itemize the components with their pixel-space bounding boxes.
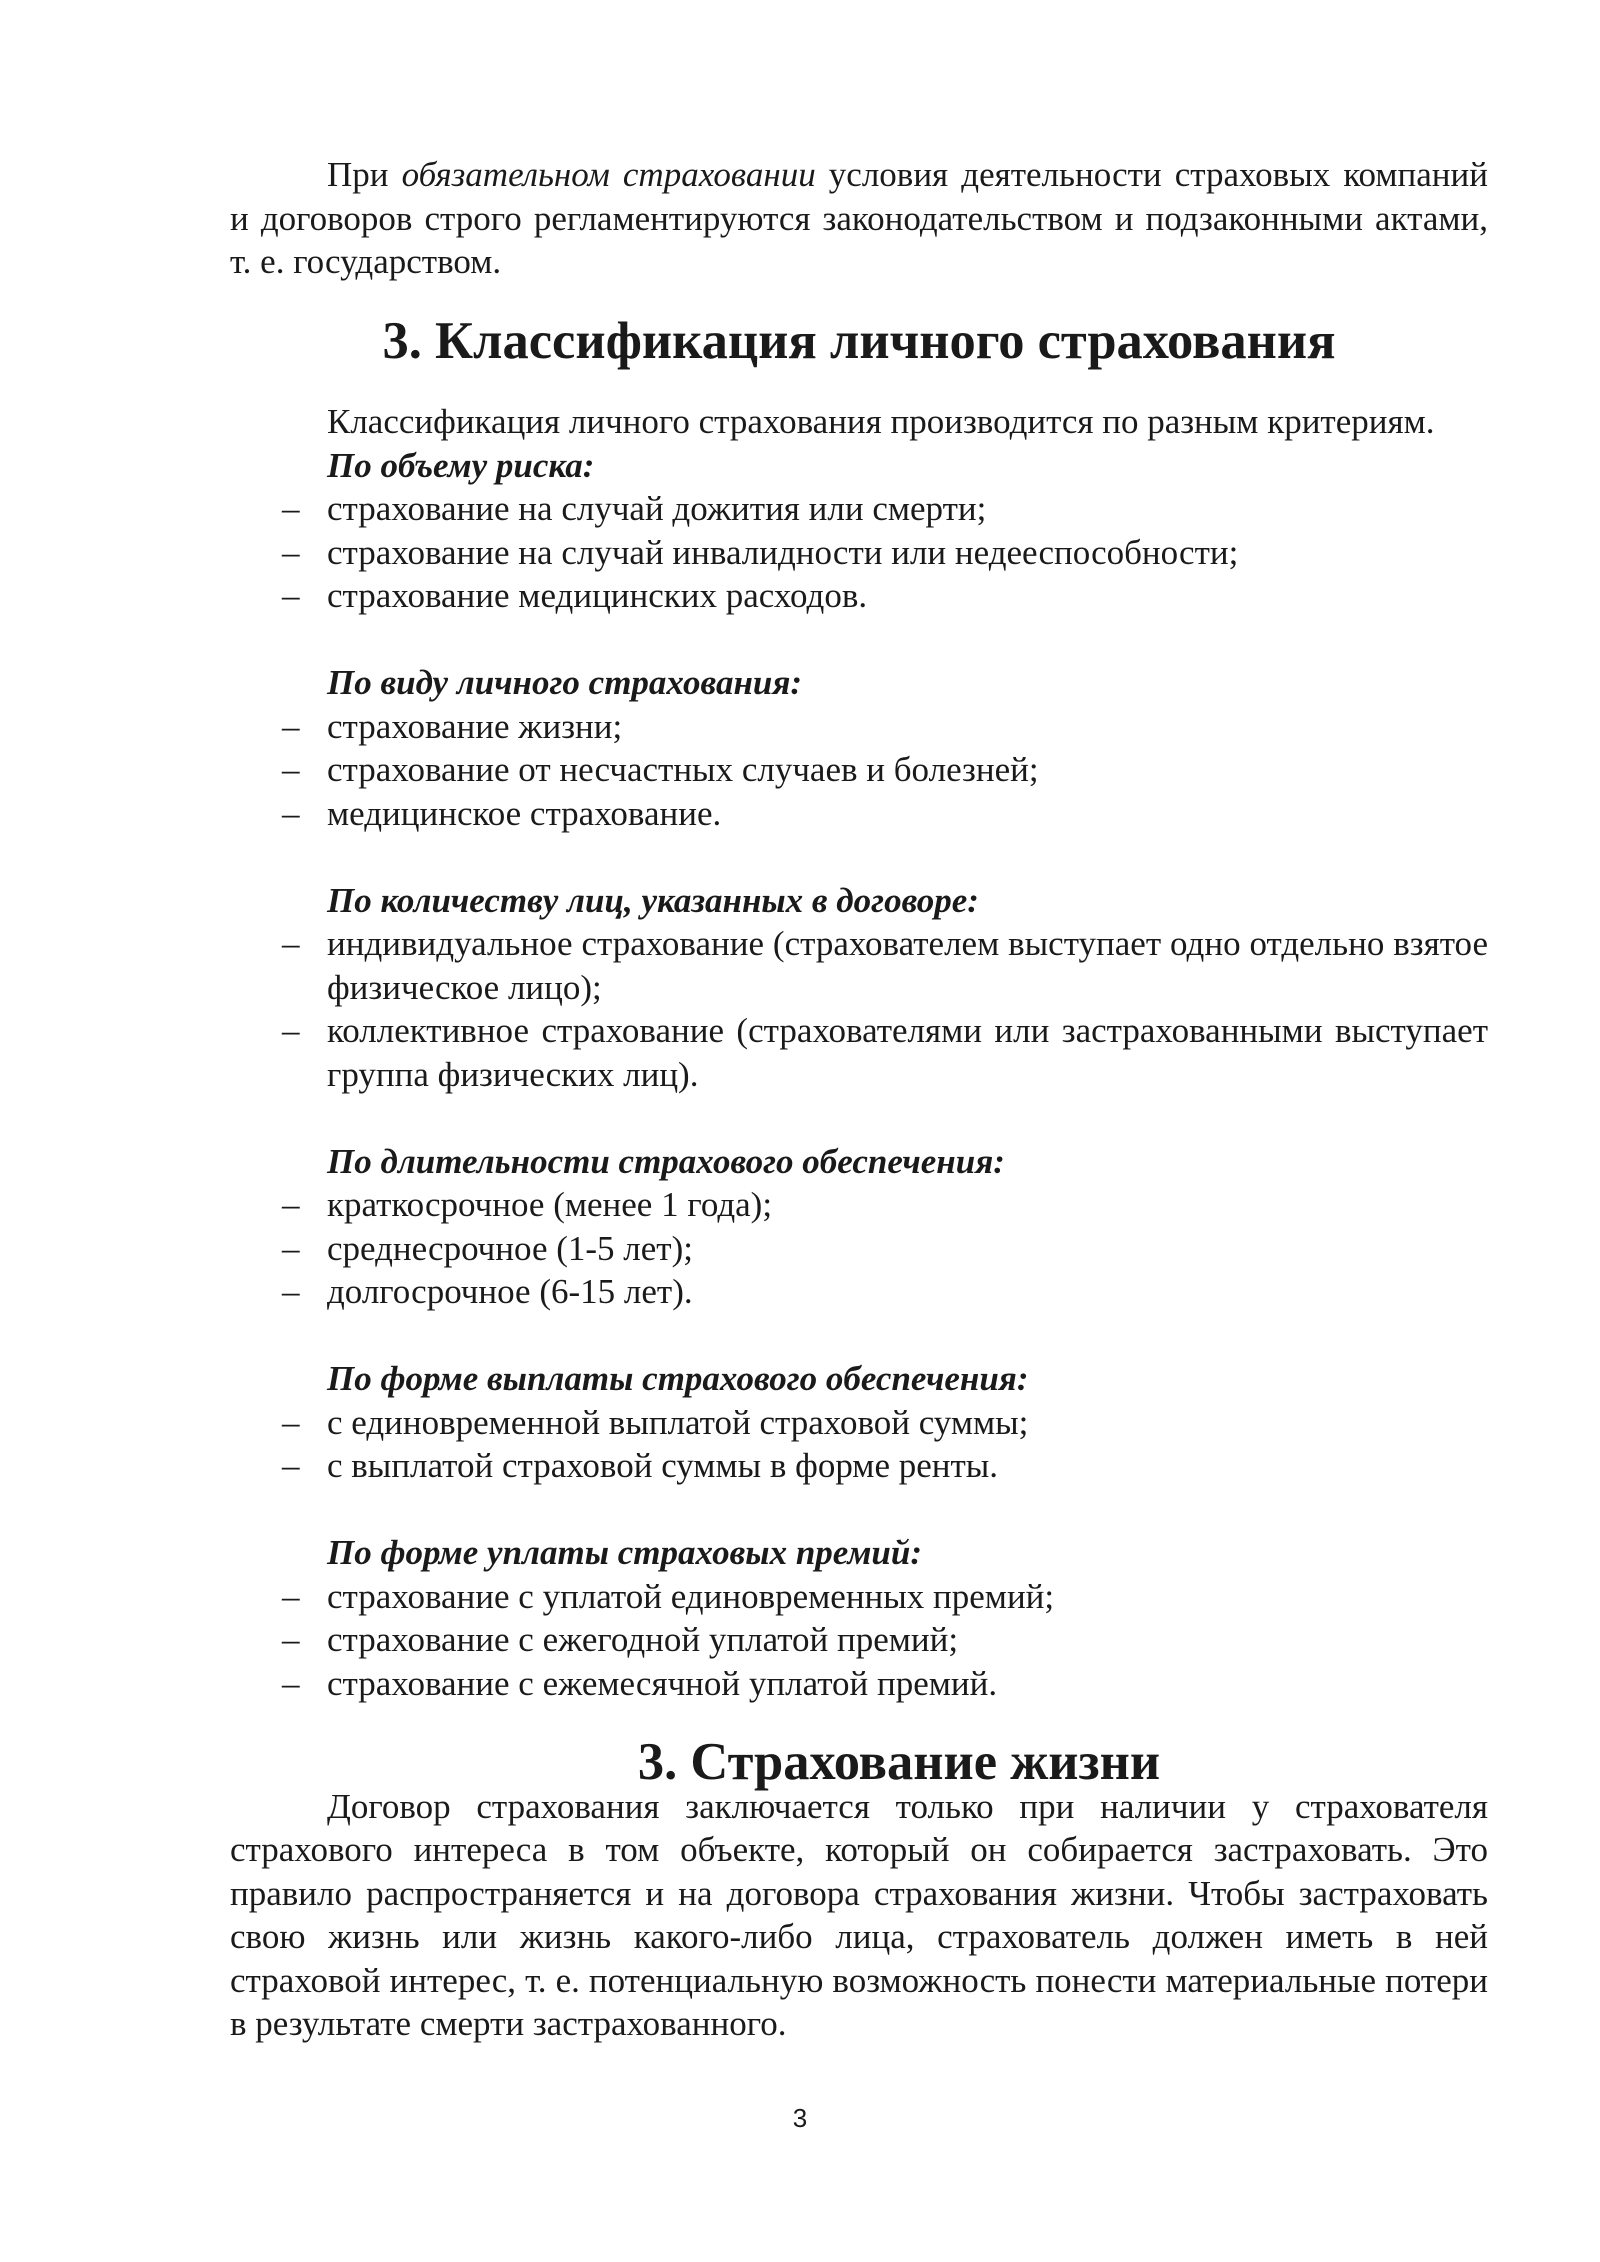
- classification-lead-paragraph: Классификация личного страхования производится по разным критериям.: [327, 402, 1435, 441]
- intro-paragraph: [230, 153, 1488, 284]
- group-list: [230, 1575, 1488, 1706]
- list-item-text: страхование с уплатой единовременных премий;: [327, 1576, 1055, 1616]
- dash-bullet: –: [282, 750, 300, 789]
- dash-bullet: –: [282, 1011, 300, 1050]
- dash-bullet: –: [282, 1402, 300, 1442]
- classification-group: [230, 444, 1488, 618]
- list-item-text: страхование на случай инвалидности или недееспособности;: [327, 532, 1239, 572]
- list-item: [230, 1575, 1488, 1619]
- document-page: [230, 153, 1488, 2046]
- list-item-text: медицинское страхование.: [327, 793, 722, 833]
- group-title: По виду личного страхования:: [327, 663, 803, 702]
- list-item-text: с единовременной выплатой страховой суммы;: [327, 1402, 1029, 1442]
- list-item-text: страхование жизни;: [327, 706, 623, 746]
- list-item: [230, 792, 1488, 836]
- classification-groups: [230, 444, 1488, 1706]
- classification-group: [230, 1140, 1488, 1314]
- list-item: [230, 748, 1488, 792]
- dash-bullet: –: [282, 924, 300, 963]
- dash-bullet: –: [282, 1576, 300, 1616]
- list-item: [230, 1270, 1488, 1314]
- dash-bullet: –: [282, 1228, 300, 1268]
- list-item: [230, 1183, 1488, 1227]
- list-item-text: страхование на случай дожития или смерти;: [327, 489, 987, 528]
- life-insurance-paragraph: Договор страхования заключается только при наличии у страхователя страхового интереса в том объекте, который он собирается застраховать. Это правило распространяется и на договора страхования жизни. Чтобы застраховать свою жизнь или жизнь какого-либо лица, страхователь должен иметь в ней страховой интерес, т. е. потенциальную возможность понести материальные потери в результате смерти застрахованного.: [230, 1786, 1488, 2043]
- list-item-text: коллективное страхование (страхователями или застрахованными выступает группа физических лиц).: [327, 1011, 1488, 1094]
- group-title: По форме выплаты страхового обеспечения:: [327, 1359, 1029, 1398]
- page-number: 3: [792, 2103, 808, 2133]
- group-title: По объему риска:: [327, 445, 595, 485]
- intro-text-before: При: [327, 155, 402, 194]
- list-item: [230, 1009, 1488, 1096]
- classification-group: [230, 661, 1488, 835]
- list-item-text: с выплатой страховой суммы в форме ренты.: [327, 1446, 999, 1485]
- list-item-text: индивидуальное страхование (страхователем выступает одно отдельно взятое физическое лицо);: [327, 924, 1488, 1007]
- list-item: [230, 531, 1488, 575]
- classification-group: [230, 879, 1488, 1097]
- list-item: [230, 1444, 1488, 1488]
- dash-bullet: –: [282, 532, 300, 572]
- list-item: [230, 705, 1488, 749]
- classification-group: [230, 1357, 1488, 1488]
- list-item-text: страхование с ежемесячной уплатой премий.: [327, 1663, 998, 1703]
- group-list: [230, 1183, 1488, 1314]
- section-heading-life-insurance: 3. Страхование жизни: [637, 1733, 1161, 1791]
- dash-bullet: –: [282, 1620, 300, 1659]
- dash-bullet: –: [282, 706, 300, 746]
- list-item: [230, 1618, 1488, 1662]
- list-item-text: краткосрочное (менее 1 года);: [327, 1185, 773, 1224]
- dash-bullet: –: [282, 489, 300, 528]
- dash-bullet: –: [282, 576, 300, 615]
- section-heading-classification: 3. Классификация личного страхования: [382, 311, 1336, 370]
- list-item: [230, 574, 1488, 618]
- group-list: [230, 1401, 1488, 1488]
- group-title: По количеству лиц, указанных в договоре:: [327, 880, 979, 920]
- group-list: [230, 705, 1488, 836]
- dash-bullet: –: [282, 1663, 300, 1703]
- dash-bullet: –: [282, 1446, 300, 1485]
- list-item-text: страхование от несчастных случаев и болезней;: [327, 750, 1039, 789]
- group-list: [230, 487, 1488, 618]
- dash-bullet: –: [282, 1185, 300, 1224]
- list-item: [230, 1401, 1488, 1445]
- list-item-text: страхование с ежегодной уплатой премий;: [327, 1620, 959, 1659]
- list-item-text: страхование медицинских расходов.: [327, 576, 868, 615]
- list-item-text: долгосрочное (6-15 лет).: [327, 1272, 693, 1311]
- group-title: По длительности страхового обеспечения:: [327, 1141, 1005, 1181]
- list-item: [230, 487, 1488, 531]
- list-item: [230, 1227, 1488, 1271]
- dash-bullet: –: [282, 793, 300, 833]
- intro-emphasis: обязательном страховании: [401, 155, 816, 194]
- dash-bullet: –: [282, 1272, 300, 1311]
- list-item-text: среднесрочное (1-5 лет);: [327, 1228, 693, 1268]
- intro-text-after: условия деятельности страховых компаний и договоров строго регламентируются законодательством и подзаконными актами, т. е. государством.: [230, 155, 1488, 281]
- list-item: [230, 922, 1488, 1009]
- classification-group: [230, 1531, 1488, 1705]
- group-list: [230, 922, 1488, 1096]
- list-item: [230, 1662, 1488, 1706]
- group-title: По форме уплаты страховых премий:: [327, 1533, 923, 1572]
